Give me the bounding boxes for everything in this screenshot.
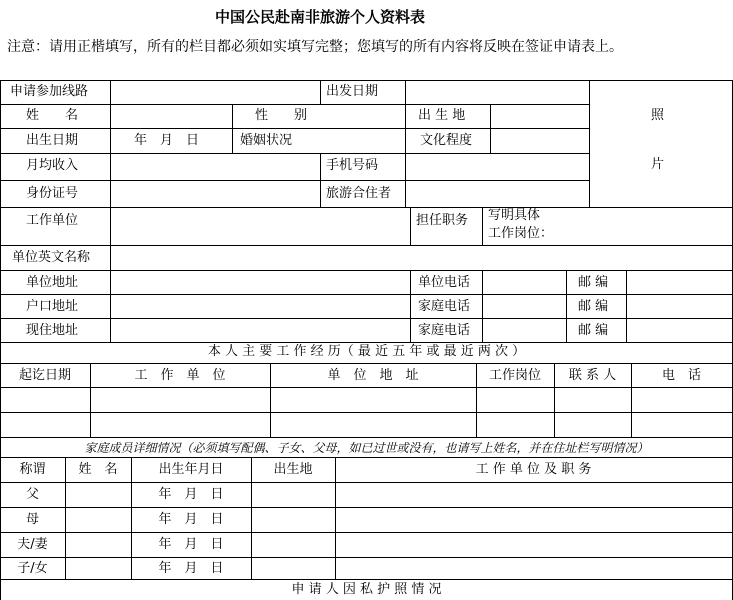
- employer-label: 工作单位: [26, 213, 79, 228]
- sex-label: 性 别: [255, 108, 308, 123]
- education-field[interactable]: [491, 129, 589, 152]
- rule: [110, 270, 111, 342]
- family-col-relation: 称谓: [19, 462, 46, 477]
- reg-postcode-label: 邮 编: [578, 299, 609, 314]
- work-postcode-label: 邮 编: [578, 275, 609, 290]
- rule: [410, 270, 411, 342]
- employer-en-label: 单位英文名称: [12, 250, 91, 265]
- mobile-label: 手机号码: [326, 158, 379, 173]
- rule: [482, 207, 483, 245]
- family-row-date[interactable]: 年 月 日: [158, 561, 224, 576]
- birthplace-field[interactable]: [491, 105, 589, 127]
- work-col-position: 工作岗位: [488, 368, 541, 383]
- rule: [482, 270, 483, 342]
- rule: [320, 153, 321, 207]
- family-col-employer: 工 作 单 位 及 职 务: [475, 462, 592, 477]
- home-phone-label: 家庭电话: [418, 323, 471, 338]
- form-title: 中国公民赴南非旅游个人资料表: [214, 8, 425, 26]
- family-row-relation: 夫/妻: [17, 537, 48, 552]
- family-row-relation: 子/女: [17, 561, 48, 576]
- home-addr-label: 现住地址: [26, 323, 79, 338]
- name-label: 姓 名: [26, 108, 79, 123]
- route-label: 申请参加线路: [10, 84, 89, 99]
- photo-label-2: 片: [651, 157, 665, 172]
- departure-field[interactable]: [406, 81, 589, 103]
- companion-label: 旅游合住者: [326, 186, 392, 201]
- rule: [626, 270, 627, 342]
- rule: [0, 557, 733, 558]
- family-col-birthplace: 出生地: [273, 462, 313, 477]
- work-col-address: 单 位 地 址: [327, 368, 419, 383]
- departure-label: 出发日期: [326, 84, 379, 99]
- marital-field[interactable]: [321, 129, 405, 152]
- rule: [0, 482, 733, 483]
- route-field[interactable]: [111, 81, 320, 103]
- family-row-date[interactable]: 年 月 日: [158, 537, 224, 552]
- id-number-field[interactable]: [111, 181, 320, 206]
- photo-label-1: 照: [651, 108, 665, 123]
- rule: [410, 207, 411, 245]
- work-col-employer: 工 作 单 位: [134, 368, 226, 383]
- income-label: 月均收入: [26, 158, 79, 173]
- rule: [232, 104, 233, 153]
- employer-field[interactable]: [111, 208, 410, 244]
- companion-field[interactable]: [406, 181, 589, 206]
- form-notice: 注意：请用正楷填写，所有的栏目都必须如实填写完整；您填写的所有内容将反映在签证申请表上。: [7, 39, 623, 55]
- position-label: 担任职务: [416, 213, 469, 228]
- reg-addr-label: 户口地址: [26, 299, 79, 314]
- reg-phone-label: 家庭电话: [418, 299, 471, 314]
- family-col-birthdate: 出生年月日: [158, 462, 224, 477]
- family-row-relation: 母: [25, 512, 39, 527]
- position-note-2: 工作岗位：: [488, 226, 554, 241]
- family-col-name: 姓 名: [78, 462, 118, 477]
- income-field[interactable]: [111, 154, 320, 179]
- photo-box[interactable]: [590, 81, 732, 207]
- rule: [0, 412, 733, 413]
- family-row-date[interactable]: 年 月 日: [158, 512, 224, 527]
- work-addr-label: 单位地址: [26, 275, 79, 290]
- id-number-label: 身份证号: [26, 186, 79, 201]
- rule: [0, 342, 733, 343]
- education-label: 文化程度: [420, 133, 473, 148]
- birth-date-field[interactable]: 年 月 日: [134, 133, 200, 148]
- rule: [320, 80, 321, 104]
- work-col-dates: 起讫日期: [18, 368, 71, 383]
- home-postcode-label: 邮 编: [578, 323, 609, 338]
- work-history-heading: 本 人 主 要 工 作 经 历（ 最 近 五 年 或 最 近 两 次 ）: [207, 344, 526, 359]
- rule: [0, 457, 733, 458]
- family-row-date[interactable]: 年 月 日: [158, 487, 224, 502]
- family-heading: 家庭成员详细情况（必须填写配偶、子女、父母，如已过世或没有，也请写上姓名，并在住址栏写明情况）: [84, 441, 649, 455]
- passport-heading: 申 请 人 因 私 护 照 情 况: [291, 582, 442, 597]
- family-row-relation: 父: [25, 487, 39, 502]
- work-col-contact: 联 系 人: [568, 368, 617, 383]
- rule: [0, 532, 733, 533]
- work-col-phone: 电 话: [661, 368, 701, 383]
- rule: [0, 507, 733, 508]
- rule: [0, 363, 733, 364]
- mobile-field[interactable]: [406, 154, 589, 179]
- employer-en-field[interactable]: [111, 246, 732, 269]
- rule: [0, 387, 733, 388]
- sex-field[interactable]: [321, 105, 405, 127]
- work-phone-label: 单位电话: [418, 275, 471, 290]
- name-field[interactable]: [111, 105, 232, 127]
- rule: [0, 579, 733, 580]
- birthplace-label: 出 生 地: [418, 108, 466, 123]
- rule: [0, 437, 733, 438]
- position-note-1: 写明具体: [488, 208, 541, 223]
- rule: [566, 270, 567, 342]
- birth-date-label: 出生日期: [26, 133, 79, 148]
- marital-label: 婚姻状况: [240, 133, 293, 148]
